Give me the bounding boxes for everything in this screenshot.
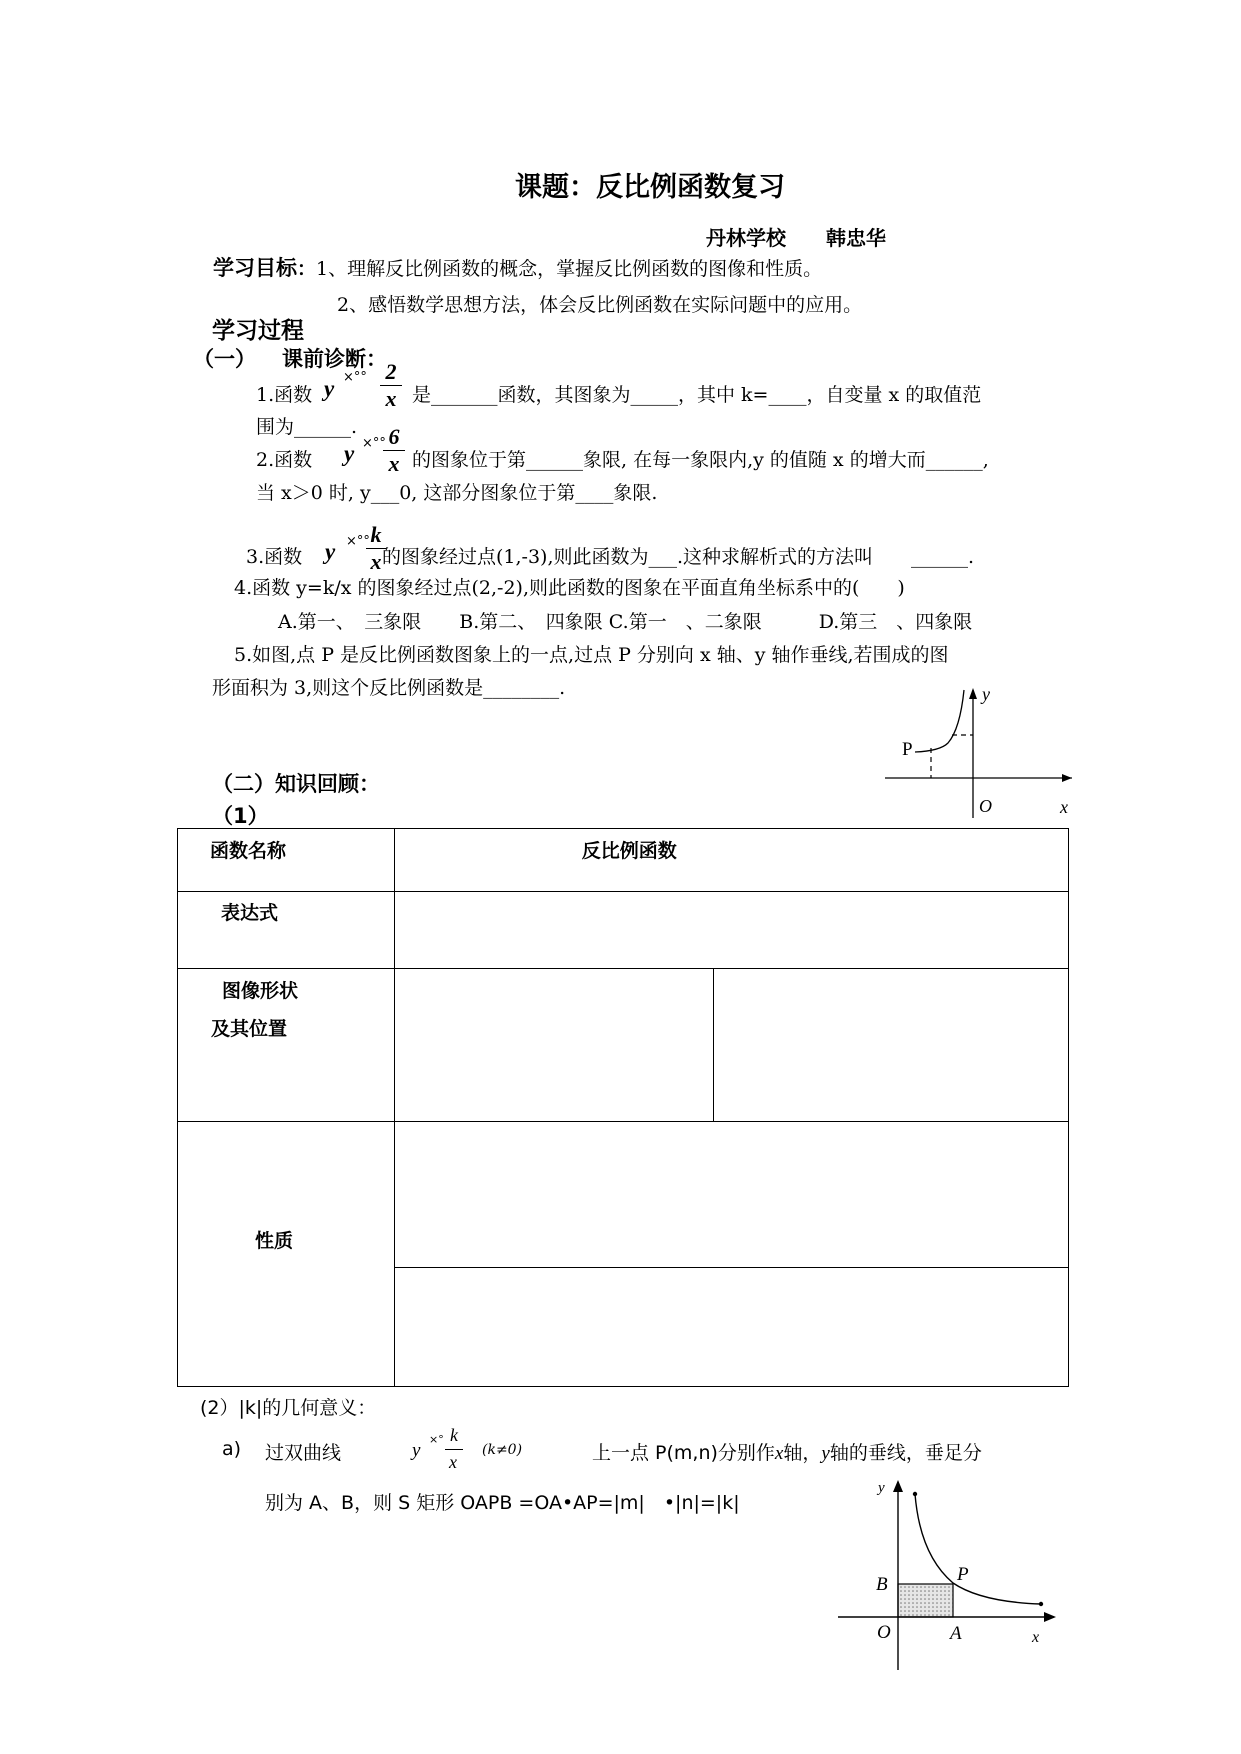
graph2-label-a: A <box>950 1623 962 1644</box>
goals-label: 学习目标 <box>213 256 297 280</box>
section3-frac-dots: ×° <box>429 1433 444 1446</box>
table-cell-properties-label: 性质 <box>178 1122 395 1387</box>
q2-denominator: x <box>388 451 400 476</box>
graph1-label-y: y <box>982 685 990 704</box>
hyperbola-figure-2 <box>836 1470 1066 1675</box>
section3-frac-y: y <box>412 1440 421 1461</box>
graph1-label-x: x <box>1060 797 1068 817</box>
graph2-y-arrow <box>893 1480 903 1492</box>
learning-goals <box>213 252 822 282</box>
section3-a-text2 <box>592 1438 982 1465</box>
graph1-y-arrow <box>969 688 977 699</box>
q1-dots: ×°° <box>343 370 367 385</box>
q5-line2: 形面积为 3,则这个反比例函数是________. <box>212 677 566 699</box>
q3-denominator: x <box>370 549 382 574</box>
graph1-label-p: P <box>902 739 913 760</box>
section3-a-label: a) <box>222 1438 242 1460</box>
graph2-label-o: O <box>877 1622 891 1643</box>
section3-heading: (2）|k|的几何意义： <box>200 1397 377 1419</box>
q5-line1: 5.如图,点 P 是反比例函数图象上的一点,过点 P 分别向 x 轴、y 轴作垂线,若围成的图 <box>234 644 949 666</box>
q2-var-y: y <box>344 441 355 466</box>
section2-heading: （二）知识回顾： <box>212 772 380 796</box>
knowledge-table <box>177 828 1069 1387</box>
section3-frac-den: x <box>449 1452 457 1472</box>
q2-prefix: 2.函数 <box>256 449 313 471</box>
graph2-curve-end-point <box>1039 1602 1043 1606</box>
section3-axis1: 轴， <box>783 1442 822 1464</box>
section1-title: 课前诊断： <box>282 347 387 371</box>
graph1-x-arrow <box>1062 774 1072 782</box>
section3-axis2: 轴的垂线，垂足分 <box>829 1442 982 1464</box>
author-line: 丹林学校 韩忠华 <box>706 226 886 250</box>
table-row <box>178 892 1069 969</box>
section3-cond: (k≠0) <box>482 1442 523 1458</box>
table-cell-function-name-value: 反比例函数 <box>394 829 1068 892</box>
table-cell-properties-1 <box>394 1122 1068 1268</box>
goal-item-1: 1、理解反比例函数的概念，掌握反比例函数的图像和性质。 <box>316 258 823 280</box>
q2-text: 的图象位于第______象限, 在每一象限内,y 的值随 x 的增大而______, <box>412 449 989 471</box>
section1-index: （一） <box>193 347 256 371</box>
graph2-shaded-rectangle <box>898 1584 953 1617</box>
graph2-label-x: x <box>1032 1629 1040 1646</box>
graph2-label-p: P <box>957 1564 969 1585</box>
section1-heading <box>193 343 387 373</box>
graph1-label-o: O <box>979 796 992 816</box>
graph2-curve-start-point <box>913 1492 917 1496</box>
section2-sub1: （1） <box>212 804 269 828</box>
q4-options: A.第一、 三象限 B.第二、 四象限 C.第一 、二象限 D.第三 、四象限 <box>278 611 973 633</box>
q1-fraction <box>380 360 402 411</box>
section3-frac-num: k <box>450 1425 458 1445</box>
q1-text: 是_______函数，其图象为_____，其中 k=____，自变量 x 的取值范 <box>412 384 982 406</box>
section3-a-text2-main: 上一点 P(m,n)分别作 <box>592 1442 775 1464</box>
q4-text: 4.函数 y=k/x 的图象经过点(2,-2),则此函数的图象在平面直角坐标系中的( ) <box>234 577 905 599</box>
goals-colon: ： <box>297 258 317 280</box>
q1-numerator: 2 <box>385 359 397 384</box>
q2-dots: ×°° <box>362 436 386 451</box>
table-row <box>178 1122 1069 1268</box>
graph2-label-y: y <box>878 1480 885 1496</box>
section3-a-text1: 过双曲线 <box>265 1442 342 1464</box>
q2-fraction <box>383 425 405 476</box>
goal-item-2: 2、感悟数学思想方法，体会反比例函数在实际问题中的应用。 <box>337 294 863 316</box>
table-cell-graph-k-positive <box>394 969 714 1122</box>
table-cell-expression-value <box>394 892 1068 969</box>
q3-prefix: 3.函数 <box>246 546 303 568</box>
section3-y-var: y <box>821 1443 830 1464</box>
q3-dots: ×°° <box>346 534 370 549</box>
section3-line2: 别为 A、B，则 S 矩形 OAPB =OA•AP=|m| •|n|=|k| <box>265 1492 740 1514</box>
q2-numerator: 6 <box>388 424 400 449</box>
section3-frac-bar <box>445 1449 463 1450</box>
process-heading: 学习过程 <box>212 318 304 344</box>
graph1-curve <box>915 690 964 752</box>
q1-var-y: y <box>324 376 335 401</box>
q2-line2: 当 x＞0 时, y___0, 这部分图象位于第____象限. <box>256 482 658 504</box>
q1-denominator: x <box>385 386 397 411</box>
table-cell-expression-label: 表达式 <box>178 892 395 969</box>
q1-prefix: 1.函数 <box>256 384 313 406</box>
q1-line2: 围为______. <box>256 416 358 438</box>
table-row <box>178 969 1069 1122</box>
table-cell-graph-k-negative <box>714 969 1069 1122</box>
q3-var-y: y <box>325 539 336 564</box>
hyperbola-figure-1 <box>880 685 1080 820</box>
q3-numerator: k <box>370 522 382 547</box>
table-cell-function-name-label: 函数名称 <box>178 829 395 892</box>
section3-x-var: x <box>774 1443 784 1464</box>
page-title: 课题：反比例函数复习 <box>515 172 785 203</box>
graph2-label-b: B <box>876 1574 888 1595</box>
table-cell-graph-label: 图像形状 及其位置 <box>178 969 395 1122</box>
graph2-x-arrow <box>1044 1612 1056 1622</box>
q3-text: 的图象经过点(1,-3),则此函数为___.这种求解析式的方法叫 ______. <box>382 546 975 568</box>
table-row <box>178 829 1069 892</box>
table-cell-properties-2 <box>394 1268 1068 1387</box>
